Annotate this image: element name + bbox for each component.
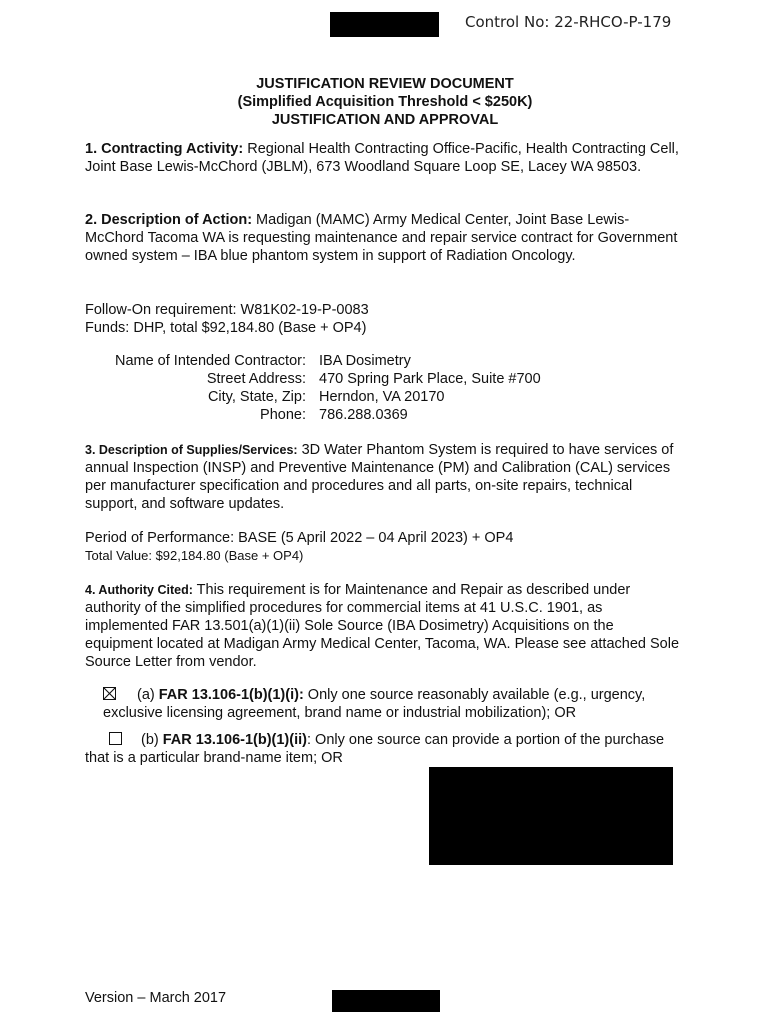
total-value: Total Value: $92,184.80 (Base + OP4) <box>85 548 304 563</box>
option-b-citation: FAR 13.106-1(b)(1)(ii) <box>162 732 307 748</box>
redaction-block-top <box>330 12 439 37</box>
section-contracting-activity <box>85 140 685 176</box>
section-description-of-action <box>85 211 685 265</box>
document-subtitle: (Simplified Acquisition Threshold < $250K) <box>237 94 533 110</box>
funds-line: Funds: DHP, total $92,184.80 (Base + OP4) <box>85 320 367 336</box>
contractor-row <box>85 388 541 406</box>
contractor-info <box>85 352 541 424</box>
section-supplies-services <box>85 441 685 513</box>
redaction-block-signature <box>429 767 673 865</box>
section-1-text: Regional Health Contracting Office-Pacific, Health Contracting Cell, Joint Base Lewis-McChord (JBLM), 673 Woodland Square Loop SE, Lacey WA 98503. <box>85 141 679 175</box>
contractor-label: City, State, Zip: <box>207 389 306 405</box>
version-footer: Version – March 2017 <box>85 990 227 1006</box>
period-of-performance: Period of Performance: BASE (5 April 2022 – 04 April 2023) + OP4 <box>85 530 514 546</box>
contractor-value: IBA Dosimetry <box>319 353 411 369</box>
redaction-block-bottom <box>332 990 440 1012</box>
option-b-prefix: (b) <box>141 732 163 748</box>
option-b-description: : Only one source can provide a portion of the purchase that is a particular brand-name item; OR <box>85 732 665 766</box>
option-b-text <box>85 731 675 767</box>
document-heading: JUSTIFICATION AND APPROVAL <box>271 112 499 128</box>
document-title: JUSTIFICATION REVIEW DOCUMENT <box>256 76 514 92</box>
contractor-value: Herndon, VA 20170 <box>319 389 445 405</box>
contractor-row <box>85 406 541 424</box>
section-4-label: 4. Authority Cited: <box>85 583 193 597</box>
control-number: Control No: 22-RHCO-P-179 <box>465 13 672 31</box>
section-3-text: 3D Water Phantom System is required to have services of annual Inspection (INSP) and Preventive Maintenance (PM) and Calibration (CAL) services per manufacturer specification and procedures and all parts, on-site repairs, technical support, and software updates. <box>85 442 674 512</box>
section-3-label: 3. Description of Supplies/Services: <box>85 443 298 457</box>
contractor-label: Name of Intended Contractor: <box>114 353 306 369</box>
followon-requirement: Follow-On requirement: W81K02-19-P-0083 <box>85 302 369 318</box>
contractor-row <box>85 352 541 370</box>
section-4-text: This requirement is for Maintenance and Repair as described under authority of the simplified procedures for commercial items at 41 U.S.C. 1901, as implemented FAR 13.501(a)(1)(ii) Sole Source (IBA Dosimetry) Acquisitions on the equipment located at Madigan Army Medical Center, Tacoma, WA. Please see attached Sole Source Letter from vendor. <box>85 582 680 670</box>
contractor-value: 786.288.0369 <box>319 407 408 423</box>
option-a-description: Only one source reasonably available (e.g., urgency, exclusive licensing agreement, brand name or industrial mobilization); OR <box>103 687 646 721</box>
option-a-citation: FAR 13.106-1(b)(1)(i): <box>158 687 304 703</box>
option-a-prefix: (a) <box>137 687 159 703</box>
section-2-text: Madigan (MAMC) Army Medical Center, Joint Base Lewis-McChord Tacoma WA is requesting maintenance and repair service contract for Government owned system – IBA blue phantom system in support of Radiation Oncology. <box>85 212 678 264</box>
contractor-label: Phone: <box>260 407 306 423</box>
contractor-value: 470 Spring Park Place, Suite #700 <box>319 371 541 387</box>
contractor-label: Street Address: <box>206 371 306 387</box>
option-a-text <box>103 686 688 722</box>
section-1-label: 1. Contracting Activity: <box>85 141 244 157</box>
section-2-label: 2. Description of Action: <box>85 212 253 228</box>
contractor-row <box>85 370 541 388</box>
section-authority-cited <box>85 581 685 671</box>
